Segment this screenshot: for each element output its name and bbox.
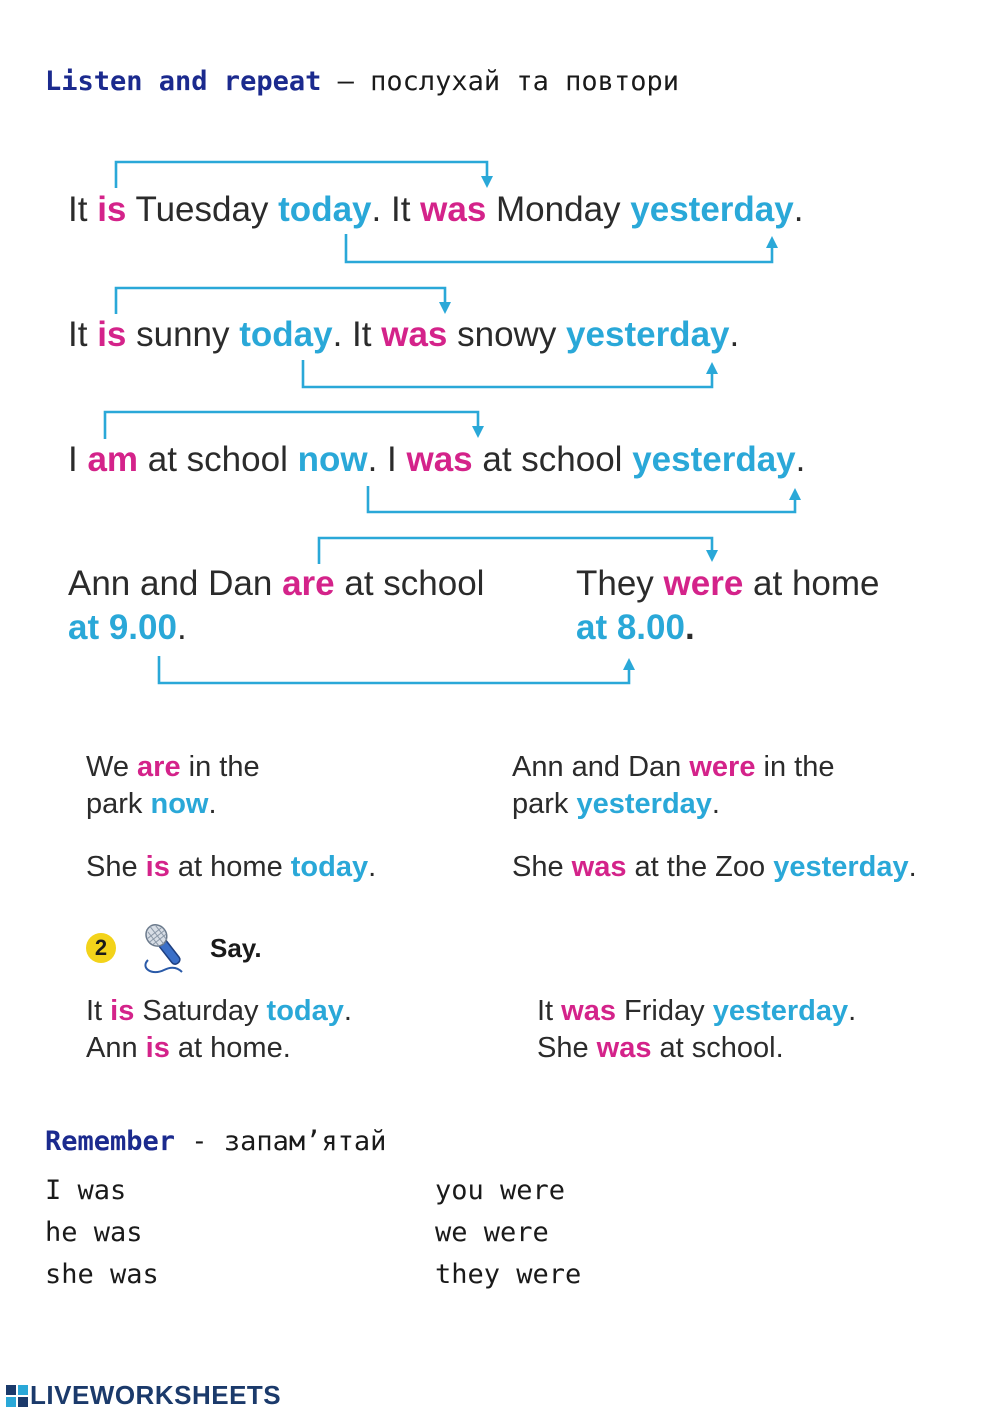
word: Tuesday [126, 190, 279, 229]
arrow-today-yesterday-2 [303, 360, 712, 387]
exercise-left-line2 [86, 1030, 352, 1067]
word: at the Zoo [626, 851, 774, 883]
punct: . [848, 995, 857, 1027]
example-b [512, 749, 834, 823]
list-item: they were [435, 1259, 582, 1290]
time-word: now [150, 788, 209, 820]
time-word: today [266, 995, 344, 1027]
word: Monday [486, 190, 631, 229]
verb-present: is [110, 995, 135, 1027]
punct: . [176, 608, 187, 647]
list-item: she was [45, 1259, 159, 1290]
punct: . [684, 608, 695, 647]
microphone-icon [134, 916, 194, 978]
exercise-label: Say. [210, 933, 262, 963]
time-word: now [297, 440, 368, 479]
arrow-head [439, 302, 451, 314]
example-a-line1 [86, 749, 260, 786]
arrow-is-was-1 [116, 162, 487, 188]
punct: . [908, 851, 917, 883]
list-item: I was [45, 1175, 127, 1206]
exercise-number-badge: 2 [86, 933, 116, 963]
remember-translation: - запам’ятай [175, 1126, 387, 1157]
arrow-is-was-2 [116, 288, 445, 314]
arrow-time-time [159, 656, 629, 683]
title-translation: – послухай та повтори [321, 66, 679, 97]
remember-heading [45, 1126, 386, 1157]
time-word: yesterday [632, 440, 796, 479]
arrow-am-was [105, 412, 478, 439]
example-d [512, 849, 917, 886]
sentence-4-left-line1 [68, 564, 484, 604]
list-item: you were [435, 1175, 566, 1206]
word: in the [755, 751, 835, 783]
punct: . [793, 190, 804, 229]
word: Ann and Dan [68, 564, 283, 603]
word: She [537, 1032, 597, 1064]
verb-present: is [145, 851, 170, 883]
word: at school. [651, 1032, 784, 1064]
arrow-head [766, 236, 778, 248]
time-word: yesterday [712, 995, 849, 1027]
word: They [576, 564, 664, 603]
logo-text: LIVEWORKSHEETS [30, 1380, 282, 1410]
word: It [537, 995, 562, 1027]
time-word: at 8.00 [576, 608, 685, 647]
arrow-head [481, 176, 493, 188]
logo-grid-icon [6, 1385, 28, 1407]
word: She [512, 851, 572, 883]
time-word: yesterday [576, 788, 712, 820]
word: It [68, 190, 98, 229]
verb-past: was [596, 1032, 652, 1064]
sentence-1 [68, 190, 803, 230]
word: It [86, 995, 111, 1027]
verb-past: was [381, 315, 448, 354]
exercise-right-line1 [537, 993, 856, 1030]
exercise-right-line2 [537, 1030, 856, 1067]
word: in the [180, 751, 260, 783]
time-word: yesterday [566, 315, 730, 354]
sentence-3 [68, 440, 805, 480]
word: We [86, 751, 138, 783]
example-b-line1 [512, 749, 834, 786]
time-word: yesterday [773, 851, 909, 883]
verb-present: are [282, 564, 335, 603]
word: Friday [616, 995, 713, 1027]
list-item: he was [45, 1217, 143, 1248]
punct: . [208, 788, 217, 820]
word: Ann and Dan [512, 751, 690, 783]
verb-present: is [97, 315, 127, 354]
sentence-4-right-line2 [576, 608, 695, 648]
word: Ann [86, 1032, 146, 1064]
remember-left-list [45, 1170, 159, 1296]
verb-past: was [406, 440, 473, 479]
sentence-4-right-line1 [576, 564, 880, 604]
title-strong: Listen and repeat [45, 66, 322, 97]
time-word: today [278, 190, 372, 229]
time-word: today [239, 315, 333, 354]
verb-past: was [561, 995, 616, 1027]
word: I [68, 440, 88, 479]
verb-present: am [87, 440, 139, 479]
arrow-today-yesterday-1 [346, 234, 772, 262]
example-a [86, 749, 260, 823]
word: sunny [126, 315, 240, 354]
remember-right-list [435, 1170, 581, 1296]
example-c [86, 849, 376, 886]
example-a-line2 [86, 786, 260, 823]
word: It [68, 315, 98, 354]
verb-past: were [663, 564, 744, 603]
verb-present: is [97, 190, 127, 229]
arrow-head [623, 658, 635, 670]
arrow-are-were [319, 538, 712, 564]
exercise-right [537, 993, 856, 1067]
time-word: today [290, 851, 369, 883]
word: at school [138, 440, 298, 479]
example-b-line2 [512, 786, 834, 823]
word: . It [332, 315, 382, 354]
word: . I [367, 440, 407, 479]
word: park [86, 788, 151, 820]
word: at school [472, 440, 633, 479]
remember-strong: Remember [45, 1126, 176, 1157]
arrow-head [789, 488, 801, 500]
word: at home. [169, 1032, 291, 1064]
arrow-now-yesterday [368, 486, 795, 512]
verb-past: was [571, 851, 627, 883]
exercise-left [86, 993, 352, 1067]
punct: . [729, 315, 740, 354]
verb-present: are [137, 751, 181, 783]
verb-past: was [420, 190, 487, 229]
arrow-head [706, 550, 718, 562]
punct: . [368, 851, 377, 883]
exercise-left-line1 [86, 993, 352, 1030]
word: park [512, 788, 577, 820]
sentence-2 [68, 315, 739, 355]
time-word: at 9.00 [68, 608, 177, 647]
word: at home [169, 851, 291, 883]
time-word: yesterday [630, 190, 794, 229]
arrow-head [472, 426, 484, 438]
word: snowy [447, 315, 567, 354]
word: She [86, 851, 146, 883]
word: Saturday [134, 995, 267, 1027]
punct: . [795, 440, 806, 479]
arrow-head [706, 362, 718, 374]
punct: . [343, 995, 352, 1027]
word: . It [371, 190, 421, 229]
punct: . [711, 788, 720, 820]
list-item: we were [435, 1217, 549, 1248]
verb-past: were [689, 751, 756, 783]
liveworksheets-logo [6, 1380, 281, 1408]
word: at home [743, 564, 880, 603]
verb-present: is [145, 1032, 170, 1064]
word: at school [334, 564, 485, 603]
sentence-4-left-line2 [68, 608, 187, 648]
